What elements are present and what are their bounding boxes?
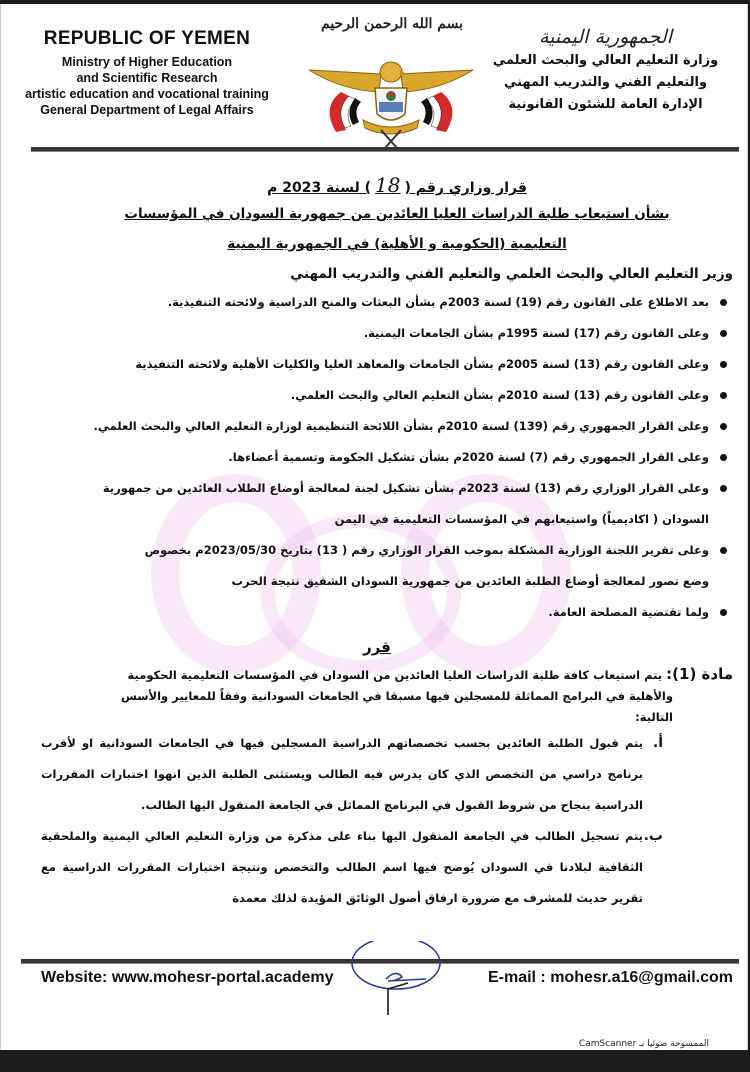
recital-item [21,535,727,597]
department-line-ar: الإدارة العامة للشئون القانونية [508,97,703,112]
footer [1,959,747,1054]
recital-item [21,473,727,535]
bullet-icon [720,547,727,554]
decree-number-suffix: ) لسنة 2023 م [267,180,372,196]
article-1-line-3: التالية: [635,710,673,724]
document-body [1,4,747,914]
decree-subject-line-1: بشأن استيعاب طلبة الدراسات العليا العائدين من جمهورية السودان في المؤسسات [124,206,670,222]
decree-subject-line-2: التعليمية (الحكومية و الأهلية) في الجمهورية اليمنية [227,236,567,252]
country-name-en: REPUBLIC OF YEMEN [43,28,251,49]
issuer-title: وزير التعليم العالي والبحث العلمي والتعليم الفني والتدريب المهني [290,266,733,282]
article-1 [21,664,733,728]
ministry-line-1: Ministry of Higher Education [61,55,233,69]
recital-item [21,411,727,442]
camscanner-watermark: الممسوحة ضوئيا بـ CamScanner [578,1039,709,1049]
basmala: بسم الله الرحمن الرحيم [321,16,463,32]
article-1-line-1: يتم استيعاب كافة طلبة الدراسات العليا العائدين من السودان في المؤسسات التعليمية الحكومية [127,668,663,682]
recital-text: وعلى القانون رقم (13) لسنة 2010م بشأن التعليم العالي والبحث العلمي. [290,388,709,402]
recital-item [21,597,727,628]
article-1-label: مادة (1): [666,665,733,683]
ministry-line-ar-2: والتعليم الفني والتدريب المهني [503,75,708,90]
bullet-icon [720,423,727,430]
recital-text: بعد الاطلاع على القانون رقم (19) لسنة 2003م بشأن البعثات والمنح الدراسية ولائحته التنفيذية. [167,295,709,309]
recital-item [21,442,727,473]
recital-item [21,380,727,411]
document-page [0,4,748,1050]
department-line: General Department of Legal Affairs [40,103,254,117]
bullet-icon [720,392,727,399]
recital-item [21,318,727,349]
recital-text: وعلى القرار الجمهوري رقم (7) لسنة 2020م بشأن تشكيل الحكومة وتسمية أعضاءها. [228,450,709,464]
bullet-icon [720,454,727,461]
recital-text: وعلى القانون رقم (13) لسنة 2005م بشأن الجامعات والمعاهد العليا والكليات الأهلية ولائحته التنفيذية [135,357,709,371]
decision-heading: قرر [363,638,391,656]
recital-8-line-1: وعلى تقرير اللجنة الوزارية المشكلة بموجب القرار الوزاري رقم ( 13) بتاريخ 2023/05/30م بخصوص [144,543,709,557]
article-1-line-2: والأهلية في البرامج المماثلة للمسجلين فيها مسبقا في الجامعات السودانية وفقاً للمعايير والأسس [120,689,673,703]
decree-number-line [61,174,733,199]
recital-8-line-2: وضع تصور لمعالجة أوضاع الطلبة العائدين من جمهورية السودان الشقيق نتيجة الحرب [231,574,709,588]
decree-title-block [21,174,733,259]
bullet-icon [720,299,727,306]
clause-b [21,821,733,914]
clause-a-letter: أ. [652,735,663,751]
recitals-list [21,287,733,628]
ministry-line-2: and Scientific Research [76,71,218,85]
recital-text: وعلى القرار الجمهوري رقم (139) لسنة 2010م بشأن اللائحة التنظيمية لوزارة التعليم العالي والبحث العلمي. [93,419,709,433]
clause-b-letter: ب. [643,828,663,844]
footer-website[interactable]: Website: www.mohesr-portal.academy [41,969,334,986]
recital-item [21,287,727,318]
recital-text: ولما تقتضية المصلحة العامة. [548,605,709,619]
footer-email[interactable]: E-mail : mohesr.a16@gmail.com [487,969,733,986]
bullet-icon [720,330,727,337]
recital-item [21,349,727,380]
clause-a [21,728,733,821]
clause-b-text: يتم تسجيل الطالب في الجامعة المنقول اليها بناء على مذكرة من وزارة التعليم العالي اليمنية والملحقية الثقافية لبلادنا في السودان يُوضح فيها اسم الطالب والتخصص ونتيجة اختبارات المقررات الدراسية مع تقرير حديث للمشرف مع ضرورة ارفاق أصول الوثائق المؤيدة لذلك معمدة [41,829,643,905]
bullet-icon [720,609,727,616]
recital-7-line-1: وعلى القرار الوزاري رقم (13) لسنة 2023م بشأن تشكيل لجنة لمعالجة أوضاع الطلاب العائدين من جمهورية [102,481,709,495]
article-1-first-line [31,664,733,686]
signature-icon [326,941,466,1041]
ministry-line-ar-1: وزارة التعليم العالي والبحث العلمي [492,53,719,68]
bullet-icon [720,361,727,368]
bullet-icon [720,485,727,492]
country-name-ar: الجمهورية اليمنية [538,26,673,48]
recital-text: وعلى القانون رقم (17) لسنة 1995م بشأن الجامعات اليمنية. [363,326,709,340]
recital-7-line-2: السودان ( اكاديمياً) واستيعابهم في المؤسسات التعليمية في اليمن [334,512,709,526]
decree-number-prefix: قرار وزاري رقم ( [404,180,527,196]
ministry-line-3: artistic education and vocational training [25,87,269,101]
clause-a-text: يتم قبول الطلبة العائدين بحسب تخصصاتهم الدراسية المسجلين فيها في الجامعات السودانية او لأقرب برنامج دراسي من التخصص الذي كان يدرس فيه الطالب ويستثنى الطلبة الذين انهوا اختبارات المقررات الدراسية بنجاح من شروط القبول في البرنامج المماثل في الجامعة المنقول اليها الطالب. [41,736,643,812]
decree-number-handwritten: 18 [375,173,401,197]
